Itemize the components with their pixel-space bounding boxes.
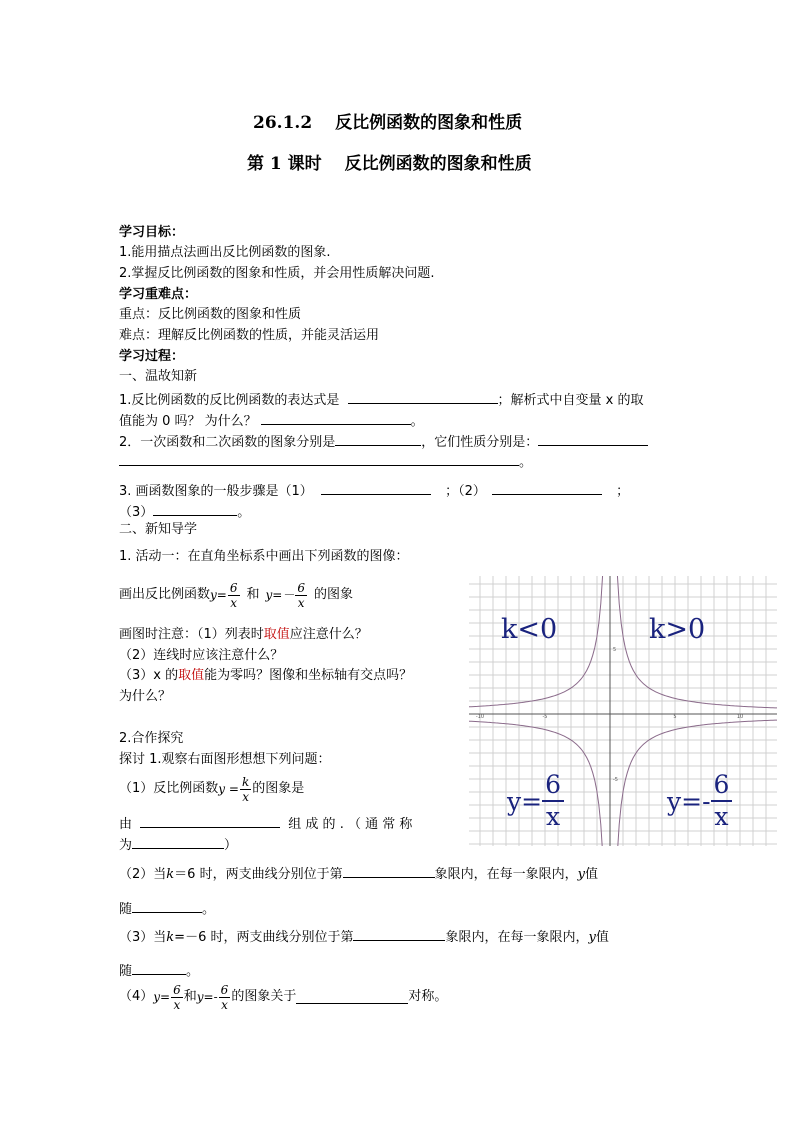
question-text: ，它们性质分别是： [421,435,539,450]
explore-text: （4） [119,989,154,1004]
explore-text: ＝6 时，两支曲线分别位于第 [174,867,343,882]
lesson-subtitle: 第 1 课时 反比例函数的图象和性质 [247,154,532,174]
equation-left [507,770,564,832]
review-heading: 一、温故知新 [119,369,198,384]
explore-heading: 探讨 1.观察右面图形想想下列问题： [119,752,331,767]
note-text: （3）x 的 [119,668,179,683]
question-1-line-2 [119,411,424,430]
answer-blank[interactable] [261,411,411,425]
answer-blank[interactable] [343,864,435,878]
explore-1-line-2 [119,814,412,833]
explore-text: （2）当 [119,867,167,882]
denominator: x [173,997,181,1012]
question-text: ； [616,484,630,499]
answer-blank[interactable] [321,481,431,495]
explore-text: （3）当 [119,930,167,945]
question-text: ；解析式中自变量 x 的取 [497,393,644,408]
note-highlight: 取值 [178,668,205,683]
numerator: 6 [542,770,564,802]
question-2-line-1 [119,432,648,451]
explore-text: 象限内，在每一象限内， [445,930,589,945]
equation-y: y= [210,588,227,602]
explore-text: 随 [119,964,133,979]
y-tick-label: -5 [613,777,618,783]
instruction-text: 画出反比例函数 [119,587,211,602]
note-1 [119,627,368,643]
note-text: 画图时注意：（1）列表时 [119,627,264,642]
question-1-line-1 [119,390,644,409]
draw-instruction [119,575,353,615]
goals-heading: 学习目标： [119,225,185,240]
question-text: 1.反比例函数的反比例函数的表达式是 [119,393,340,408]
fraction [542,770,564,832]
x-tick-label: 5 [673,714,677,720]
x-tick-label: -5 [542,714,548,720]
answer-blank[interactable] [132,835,224,849]
note-3-cont: 为什么？ [119,689,172,704]
question-2-line-2 [119,452,532,471]
equation-y: y= [153,990,171,1004]
fraction [171,983,183,1012]
question-text: 值能为 0 吗？ 为什么？ [119,414,257,429]
activity-1: 1. 活动一：在直角坐标系中画出下列函数的图像： [119,549,409,564]
answer-blank[interactable] [153,502,237,516]
question-3-line-1 [119,481,629,500]
key-heading: 学习重难点： [119,287,198,302]
end-mark: 。 [237,505,251,520]
answer-blank[interactable] [353,927,445,941]
explore-text: 值 [595,930,609,945]
question-text: 3. 画函数图象的一般步骤是（1） [119,484,313,499]
explore-2 [119,864,598,883]
explore-text: 为 [119,838,133,853]
conjunction: 和 [246,587,260,602]
end-mark: 。 [202,902,216,917]
equation-y: y=- [196,990,218,1004]
variable-y: y [588,930,596,945]
equation-prefix: y= [507,786,543,816]
denominator: x [297,595,305,610]
explore-text: 对称。 [408,989,448,1004]
answer-blank[interactable] [348,390,498,404]
note-text: 能为零吗？图像和坐标轴有交点吗？ [204,668,413,683]
key-focus: 重点：反比例函数的图象和性质 [119,307,302,322]
x-tick-label: 10 [736,714,744,720]
answer-blank[interactable] [132,899,202,913]
explore-2-line-2 [119,899,215,918]
process-heading: 学习过程： [119,349,185,364]
explore-text: 的图象关于 [231,989,297,1004]
denominator: x [230,595,238,610]
explore-1-line-3 [119,835,237,854]
question-text: （3） [119,505,154,520]
explore-text: 随 [119,902,133,917]
answer-blank[interactable] [140,814,280,828]
label-k-negative: k<0 [501,614,558,645]
note-3 [119,668,412,684]
answer-blank[interactable] [296,990,408,1004]
explore-4 [119,977,447,1017]
instruction-text: 的图象 [314,587,354,602]
numerator: 6 [229,580,238,595]
lesson-title: 26.1.2 反比例函数的图象和性质 [253,113,523,133]
variable-k: k [166,867,175,882]
explore-1 [119,770,304,808]
note-text: 应注意什么？ [289,627,368,642]
end-mark: 。 [519,455,533,470]
end-mark: 。 [410,414,424,429]
answer-blank[interactable] [335,432,421,446]
explore-text: 由 [119,817,133,832]
equation-prefix: y=- [667,786,711,816]
explore-text: 值 [584,867,598,882]
numerator: 6 [173,982,181,997]
denominator: x [545,802,561,831]
equation-y: y = [218,782,239,796]
numerator: 6 [220,982,229,997]
cooperation-heading: 2.合作探究 [119,731,184,746]
explore-text: 的图象是 [252,781,305,796]
explore-3 [119,927,609,946]
conjunction: 和 [183,989,197,1004]
explore-text: （1）反比例函数 [119,781,219,796]
numerator: 6 [711,770,733,802]
fraction [711,770,733,832]
answer-blank[interactable] [132,961,186,975]
new-heading: 二、新知导学 [119,522,198,537]
goal-item: 1.能用描点法画出反比例函数的图象. [119,245,331,260]
key-difficulty: 难点：理解反比例函数的性质，并能灵活运用 [119,328,380,343]
numerator: 6 [297,580,305,595]
explore-text: =－6 时，两支曲线分别位于第 [174,930,354,945]
goal-item: 2.掌握反比例函数的图象和性质，并会用性质解决问题. [119,266,435,281]
answer-blank[interactable] [492,481,602,495]
question-text: 2．一次函数和二次函数的图象分别是 [119,435,336,450]
y-tick-label: 5 [613,647,617,653]
denominator: x [221,997,228,1012]
fraction [240,775,251,804]
answer-blank[interactable] [538,432,648,446]
answer-blank[interactable] [119,452,519,466]
equation-right [667,770,732,832]
x-tick-label: -10 [475,714,485,720]
fraction [219,983,231,1012]
denominator: x [242,789,249,804]
variable-k: k [166,930,175,945]
denominator: x [714,802,729,831]
note-2: （2）连线时应该注意什么？ [119,648,284,663]
equation-y: y=－ [265,588,295,602]
question-text: ；（2） [445,484,486,499]
hyperbola-graph [469,576,777,846]
variable-y: y [577,867,585,882]
fraction [295,581,307,610]
explore-text: 象限内，在每一象限内， [434,867,578,882]
end-mark: ） [224,838,238,853]
end-mark: 。 [186,964,200,979]
fraction [228,581,240,610]
question-3-line-2 [119,502,250,521]
note-highlight: 取值 [263,627,290,642]
explore-text: 组 成 的 . （ 通 常 称 [288,817,413,832]
label-k-positive: k>0 [649,614,706,645]
numerator: k [241,774,250,789]
